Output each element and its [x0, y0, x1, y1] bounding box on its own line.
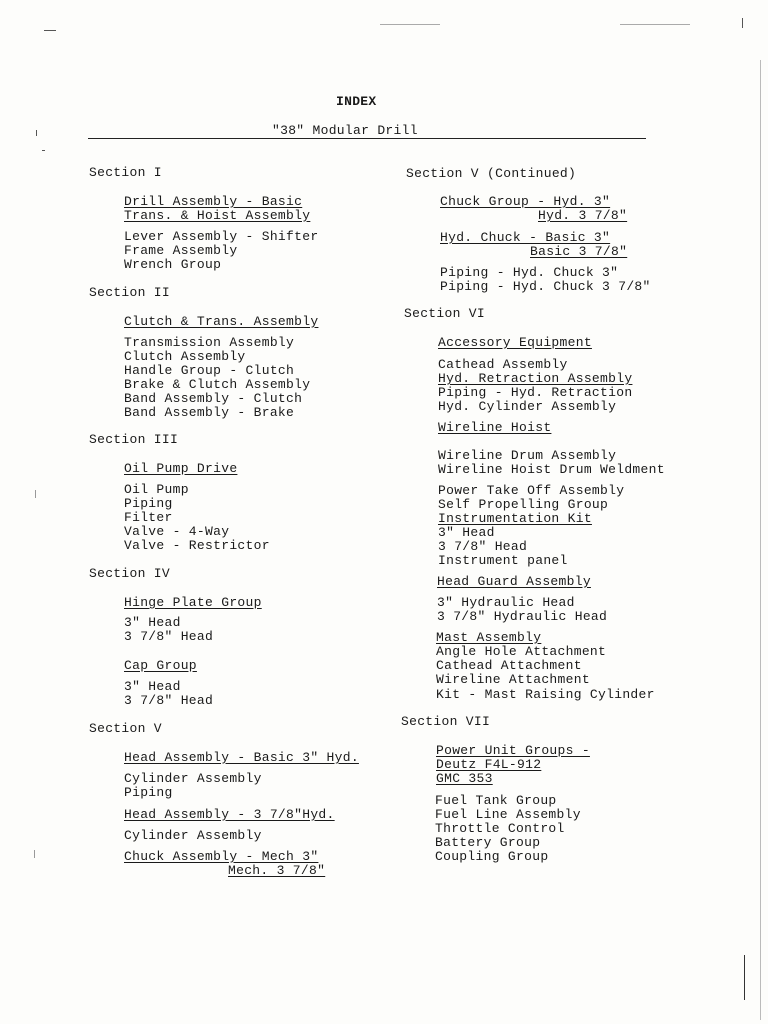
- index-heading: Head Guard Assembly: [437, 574, 591, 589]
- index-heading: Hyd. Chuck - Basic 3": [440, 230, 611, 245]
- section-heading: Section III: [89, 432, 179, 447]
- index-entry: 3" Hydraulic Head: [437, 595, 575, 610]
- index-heading: Oil Pump Drive: [124, 461, 238, 476]
- index-entry: Kit - Mast Raising Cylinder: [436, 687, 655, 702]
- index-entry: 3 7/8" Head: [124, 629, 214, 644]
- index-heading: Basic 3 7/8": [530, 244, 628, 259]
- scan-mark: [36, 130, 37, 136]
- index-heading: Head Assembly - Basic 3" Hyd.: [124, 750, 359, 765]
- index-entry: 3 7/8" Hydraulic Head: [437, 609, 608, 624]
- index-entry: Handle Group - Clutch: [124, 363, 295, 378]
- index-heading: Drill Assembly - Basic: [124, 194, 303, 209]
- index-heading: Mech. 3 7/8": [228, 863, 326, 878]
- index-heading: Hyd. Retraction Assembly: [438, 371, 633, 386]
- index-entry: Angle Hole Attachment: [436, 644, 607, 659]
- index-heading: Hinge Plate Group: [124, 595, 262, 610]
- index-heading: Trans. & Hoist Assembly: [124, 208, 311, 223]
- index-heading: Clutch & Trans. Assembly: [124, 314, 319, 329]
- index-heading: Deutz F4L-912: [436, 757, 542, 772]
- index-heading: Cap Group: [124, 658, 197, 673]
- header-rule: [88, 138, 646, 139]
- index-entry: Piping: [124, 785, 173, 800]
- scan-mark: [35, 490, 36, 498]
- index-entry: Cylinder Assembly: [124, 771, 262, 786]
- index-heading: Accessory Equipment: [438, 335, 592, 350]
- scan-mark: [42, 150, 45, 151]
- section-heading: Section V: [89, 721, 162, 736]
- index-entry: Fuel Line Assembly: [435, 807, 581, 822]
- index-entry: Brake & Clutch Assembly: [124, 377, 311, 392]
- scan-mark: [742, 18, 743, 28]
- index-entry: 3" Head: [124, 615, 181, 630]
- index-entry: Band Assembly - Clutch: [124, 391, 303, 406]
- page-title: INDEX: [336, 94, 377, 109]
- index-entry: Cylinder Assembly: [124, 828, 262, 843]
- index-entry: Band Assembly - Brake: [124, 405, 295, 420]
- page-subtitle: "38" Modular Drill: [272, 123, 418, 138]
- index-entry: Clutch Assembly: [124, 349, 246, 364]
- section-heading: Section I: [89, 165, 162, 180]
- index-entry: Wireline Hoist Drum Weldment: [438, 462, 665, 477]
- index-entry: Throttle Control: [435, 821, 565, 836]
- index-entry: Valve - 4-Way: [124, 524, 230, 539]
- index-entry: Battery Group: [435, 835, 541, 850]
- index-entry: Lever Assembly - Shifter: [124, 229, 319, 244]
- index-entry: Cathead Assembly: [438, 357, 568, 372]
- index-entry: Frame Assembly: [124, 243, 238, 258]
- index-entry: Instrument panel: [438, 553, 568, 568]
- index-entry: Wireline Attachment: [436, 672, 590, 687]
- index-entry: Self Propelling Group: [438, 497, 609, 512]
- scan-mark: [744, 955, 745, 1000]
- index-entry: Cathead Attachment: [436, 658, 582, 673]
- section-heading: Section VI: [404, 306, 486, 321]
- index-entry: 3" Head: [124, 679, 181, 694]
- index-entry: Piping - Hyd. Chuck 3": [440, 265, 619, 280]
- index-heading: Instrumentation Kit: [438, 511, 592, 526]
- index-entry: Piping - Hyd. Chuck 3 7/8": [440, 279, 651, 294]
- index-entry: Piping: [124, 496, 173, 511]
- index-entry: 3 7/8" Head: [438, 539, 528, 554]
- scan-mark: [44, 30, 56, 31]
- scan-mark: [620, 24, 690, 25]
- index-entry: Valve - Restrictor: [124, 538, 270, 553]
- index-heading: GMC 353: [436, 771, 493, 786]
- section-heading: Section IV: [89, 566, 171, 581]
- index-entry: Filter: [124, 510, 173, 525]
- index-entry: Oil Pump: [124, 482, 189, 497]
- section-heading: Section II: [89, 285, 171, 300]
- index-heading: Mast Assembly: [436, 630, 542, 645]
- index-entry: Piping - Hyd. Retraction: [438, 385, 633, 400]
- index-entry: Power Take Off Assembly: [438, 483, 625, 498]
- index-entry: Fuel Tank Group: [435, 793, 557, 808]
- section-heading: Section VII: [401, 714, 491, 729]
- index-entry: Wireline Drum Assembly: [438, 448, 617, 463]
- index-heading: Power Unit Groups -: [436, 743, 590, 758]
- scan-mark: [380, 24, 440, 25]
- index-heading: Wireline Hoist: [438, 420, 552, 435]
- index-heading: Hyd. 3 7/8": [538, 208, 628, 223]
- index-entry: 3" Head: [438, 525, 495, 540]
- index-entry: Wrench Group: [124, 257, 222, 272]
- index-entry: Coupling Group: [435, 849, 549, 864]
- scan-edge: [760, 60, 761, 1020]
- scan-mark: [34, 850, 35, 858]
- index-heading: Chuck Group - Hyd. 3": [440, 194, 611, 209]
- index-heading: Head Assembly - 3 7/8"Hyd.: [124, 807, 335, 822]
- index-entry: 3 7/8" Head: [124, 693, 214, 708]
- index-entry: Hyd. Cylinder Assembly: [438, 399, 617, 414]
- index-entry: Transmission Assembly: [124, 335, 295, 350]
- index-heading: Chuck Assembly - Mech 3": [124, 849, 319, 864]
- section-heading: Section V (Continued): [406, 166, 577, 181]
